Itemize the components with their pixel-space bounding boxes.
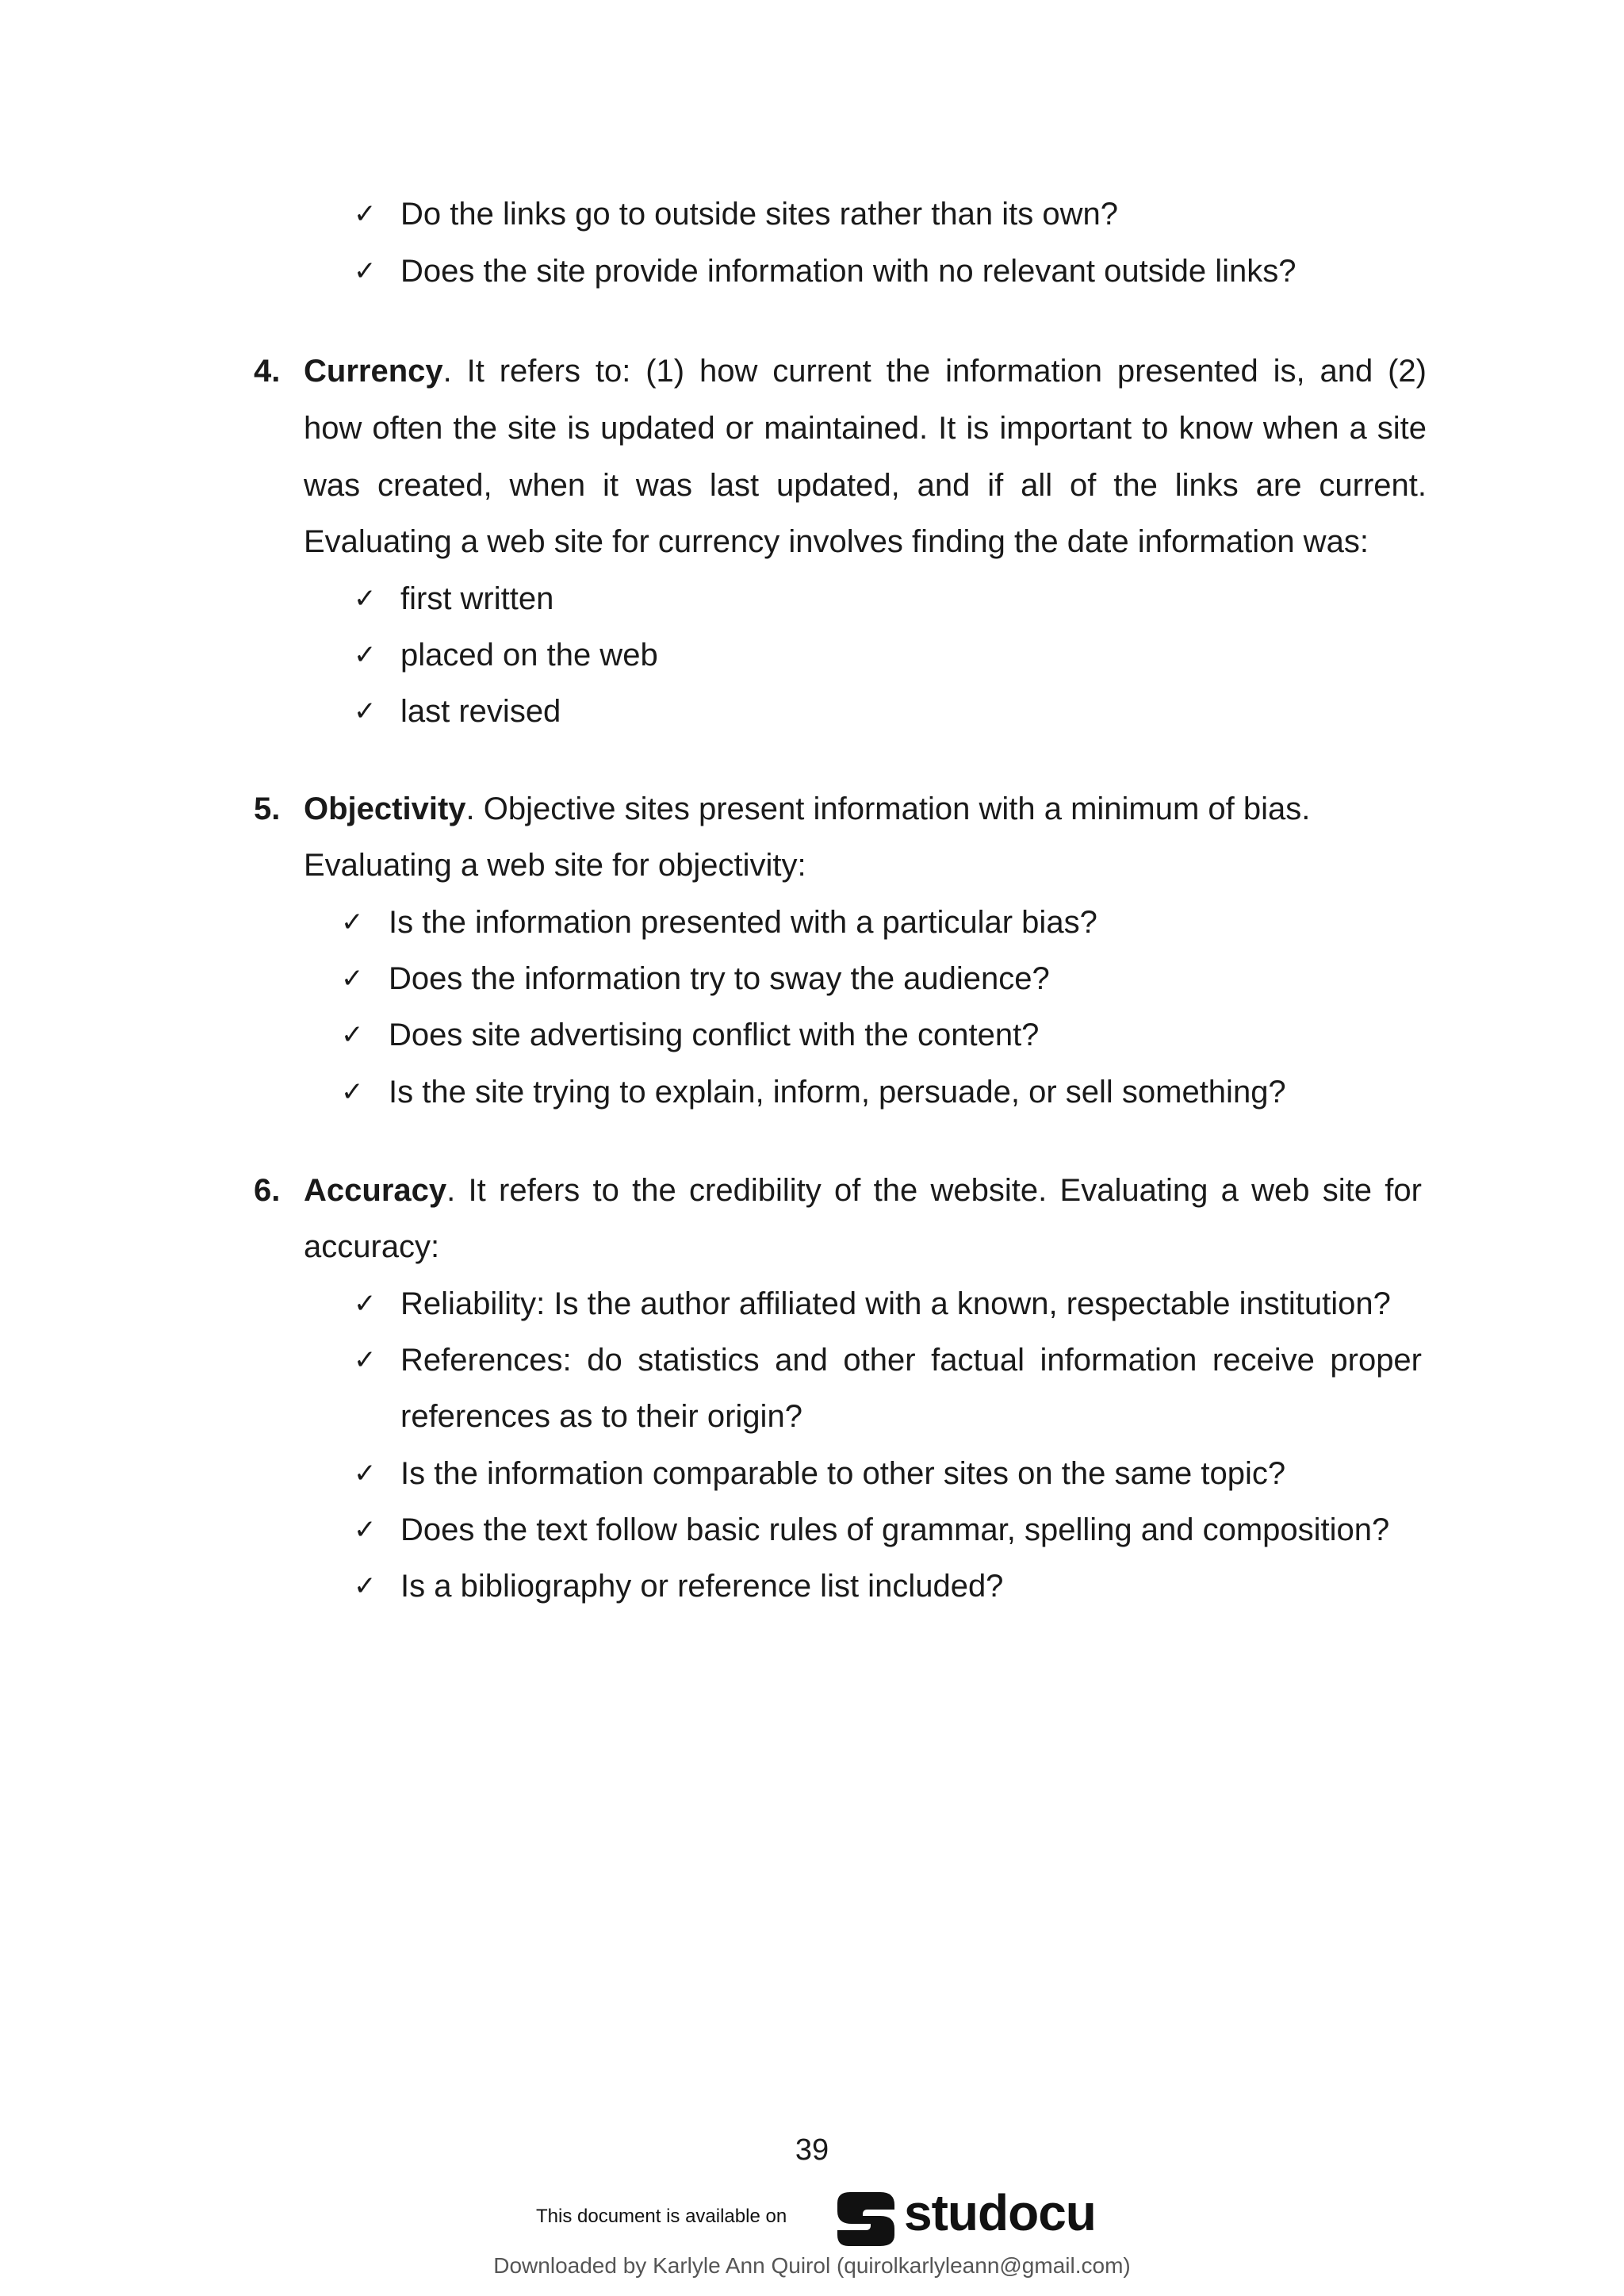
bullet-text: Is the information comparable to other sites on the same topic? [400,1456,1286,1491]
bullet-text: Is the site trying to explain, inform, persuade, or sell something? [389,1075,1286,1110]
section-intro-line: Objectivity. Objective sites present information with a minimum of bias. [304,792,1311,826]
paragraph-line: how often the site is updated or maintained. It is important to know when a site [304,411,1427,446]
footer-available-text: This document is available on [536,2206,787,2227]
checkmark-icon: ✓ [354,1514,377,1546]
bullet-text: first written [400,581,554,616]
section-heading: Accuracy [304,1173,447,1208]
checkmark-icon: ✓ [354,639,377,671]
section-number: 6. [254,1173,281,1208]
checkmark-icon: ✓ [354,1458,377,1489]
studocu-logo-icon[interactable] [831,2186,899,2249]
bullet-text: Do the links go to outside sites rather than its own? [400,197,1118,232]
checkmark-icon: ✓ [341,963,364,995]
paragraph-line: accuracy: [304,1229,440,1264]
bullet-text: last revised [400,694,561,729]
checkmark-icon: ✓ [354,198,377,230]
section-number: 4. [254,354,281,389]
bullet-text: References: do statistics and other factual information receive proper [400,1343,1422,1378]
checkmark-icon: ✓ [341,1076,364,1108]
bullet-text: Does the site provide information with no relevant outside links? [400,254,1297,289]
paragraph-line: was created, when it was last updated, and if all of the links are current. [304,468,1427,503]
page-number: 39 [795,2133,829,2167]
paragraph-line: Evaluating a web site for currency involves finding the date information was: [304,524,1369,559]
section-heading: Objectivity [304,792,466,826]
section-intro-line: Currency. It refers to: (1) how current the information presented is, and (2) [304,354,1427,389]
bullet-text-continuation: references as to their origin? [400,1399,802,1434]
checkmark-icon: ✓ [341,907,364,938]
section-heading: Currency [304,354,443,389]
checkmark-icon: ✓ [354,696,377,727]
bullet-text: Does site advertising conflict with the content? [389,1018,1040,1052]
checkmark-icon: ✓ [354,1344,377,1376]
checkmark-icon: ✓ [354,1570,377,1602]
checkmark-icon: ✓ [354,255,377,287]
bullet-text: Is a bibliography or reference list included? [400,1569,1004,1604]
studocu-brand-link[interactable]: studocu [904,2184,1096,2241]
checkmark-icon: ✓ [354,1288,377,1320]
checkmark-icon: ✓ [341,1019,364,1051]
bullet-text: Is the information presented with a particular bias? [389,905,1097,940]
paragraph-line: Evaluating a web site for objectivity: [304,848,806,883]
section-intro-line: Accuracy. It refers to the credibility of the website. Evaluating a web site for [304,1173,1422,1208]
bullet-text: placed on the web [400,638,658,673]
checkmark-icon: ✓ [354,583,377,615]
downloaded-by-text: Downloaded by Karlyle Ann Quirol (quirolkarlyleann@gmail.com) [493,2253,1131,2278]
bullet-text: Does the information try to sway the audience? [389,961,1050,996]
section-number: 5. [254,792,281,826]
bullet-text: Reliability: Is the author affiliated with a known, respectable institution? [400,1286,1391,1321]
bullet-text: Does the text follow basic rules of grammar, spelling and composition? [400,1512,1390,1547]
